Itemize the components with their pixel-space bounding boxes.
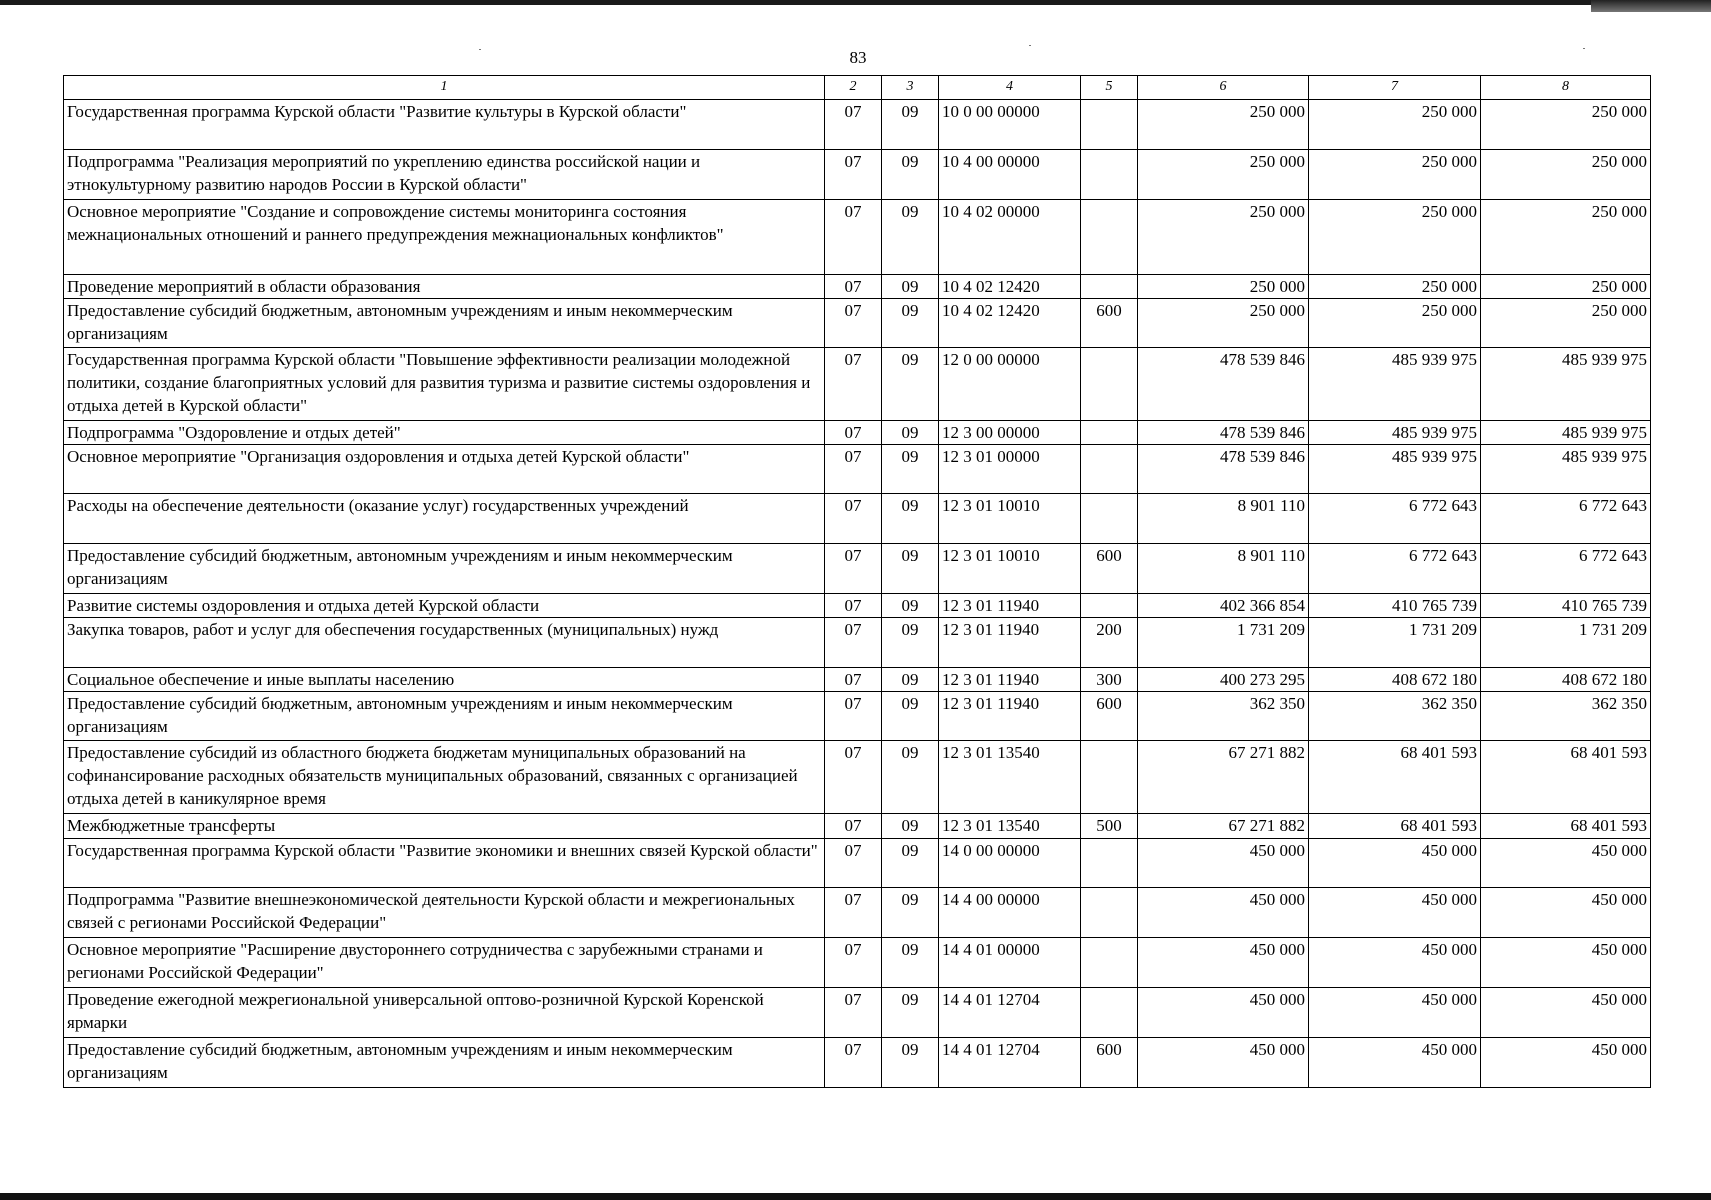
subsection-code-cell: 09	[882, 150, 939, 200]
amount-col8-cell: 6 772 643	[1481, 494, 1651, 544]
column-header-3: 3	[882, 76, 939, 100]
table-row	[64, 421, 1651, 445]
subsection-code-cell: 09	[882, 839, 939, 888]
table-row	[64, 1038, 1651, 1088]
amount-col7-cell: 250 000	[1309, 200, 1481, 275]
table-header-row	[64, 76, 1651, 100]
section-code-cell: 07	[825, 544, 882, 594]
target-article-cell: 12 3 01 13540	[939, 814, 1081, 839]
amount-col8-cell: 485 939 975	[1481, 445, 1651, 494]
subsection-code-cell: 09	[882, 888, 939, 938]
table-row	[64, 668, 1651, 692]
amount-col7-cell: 362 350	[1309, 692, 1481, 741]
subsection-code-cell: 09	[882, 100, 939, 150]
amount-col6-cell: 250 000	[1138, 275, 1309, 299]
subsection-code-cell: 09	[882, 1038, 939, 1088]
subsection-code-cell: 09	[882, 348, 939, 421]
expense-name-cell: Проведение мероприятий в области образования	[64, 275, 825, 299]
subsection-code-cell: 09	[882, 618, 939, 668]
amount-col6-cell: 450 000	[1138, 888, 1309, 938]
target-article-cell: 10 4 02 12420	[939, 299, 1081, 348]
amount-col6-cell: 478 539 846	[1138, 445, 1309, 494]
expense-name-cell: Развитие системы оздоровления и отдыха детей Курской области	[64, 594, 825, 618]
table-body	[64, 100, 1651, 1088]
column-header-4: 4	[939, 76, 1081, 100]
target-article-cell: 14 4 01 12704	[939, 1038, 1081, 1088]
amount-col7-cell: 450 000	[1309, 938, 1481, 988]
amount-col8-cell: 1 731 209	[1481, 618, 1651, 668]
amount-col8-cell: 250 000	[1481, 100, 1651, 150]
expense-name-cell: Социальное обеспечение и иные выплаты населению	[64, 668, 825, 692]
table-row	[64, 888, 1651, 938]
expense-name-cell: Межбюджетные трансферты	[64, 814, 825, 839]
amount-col7-cell: 408 672 180	[1309, 668, 1481, 692]
expense-kind-cell	[1081, 445, 1138, 494]
amount-col6-cell: 8 901 110	[1138, 494, 1309, 544]
target-article-cell: 12 3 01 10010	[939, 544, 1081, 594]
section-code-cell: 07	[825, 445, 882, 494]
table-row	[64, 494, 1651, 544]
section-code-cell: 07	[825, 100, 882, 150]
column-header-7: 7	[1309, 76, 1481, 100]
subsection-code-cell: 09	[882, 741, 939, 814]
amount-col7-cell: 485 939 975	[1309, 421, 1481, 445]
expense-kind-cell: 200	[1081, 618, 1138, 668]
section-code-cell: 07	[825, 494, 882, 544]
section-code-cell: 07	[825, 299, 882, 348]
expense-kind-cell: 500	[1081, 814, 1138, 839]
amount-col7-cell: 68 401 593	[1309, 814, 1481, 839]
table-row	[64, 150, 1651, 200]
section-code-cell: 07	[825, 348, 882, 421]
expense-kind-cell	[1081, 839, 1138, 888]
amount-col6-cell: 450 000	[1138, 839, 1309, 888]
table-row	[64, 544, 1651, 594]
expense-kind-cell: 600	[1081, 1038, 1138, 1088]
budget-table	[63, 75, 1651, 1088]
expense-name-cell: Предоставление субсидий бюджетным, автономным учреждениям и иным некоммерческим организациям	[64, 1038, 825, 1088]
table-row	[64, 618, 1651, 668]
subsection-code-cell: 09	[882, 421, 939, 445]
target-article-cell: 12 3 01 11940	[939, 692, 1081, 741]
target-article-cell: 12 3 01 11940	[939, 668, 1081, 692]
amount-col7-cell: 250 000	[1309, 150, 1481, 200]
scan-speck	[479, 49, 481, 50]
section-code-cell: 07	[825, 668, 882, 692]
amount-col8-cell: 408 672 180	[1481, 668, 1651, 692]
section-code-cell: 07	[825, 938, 882, 988]
amount-col6-cell: 450 000	[1138, 988, 1309, 1038]
target-article-cell: 14 4 01 12704	[939, 988, 1081, 1038]
amount-col6-cell: 402 366 854	[1138, 594, 1309, 618]
amount-col8-cell: 68 401 593	[1481, 814, 1651, 839]
subsection-code-cell: 09	[882, 988, 939, 1038]
table-row	[64, 839, 1651, 888]
amount-col7-cell: 68 401 593	[1309, 741, 1481, 814]
amount-col6-cell: 450 000	[1138, 1038, 1309, 1088]
expense-kind-cell: 300	[1081, 668, 1138, 692]
target-article-cell: 14 4 00 00000	[939, 888, 1081, 938]
amount-col6-cell: 450 000	[1138, 938, 1309, 988]
subsection-code-cell: 09	[882, 692, 939, 741]
target-article-cell: 14 4 01 00000	[939, 938, 1081, 988]
column-header-1: 1	[64, 76, 825, 100]
expense-name-cell: Закупка товаров, работ и услуг для обеспечения государственных (муниципальных) нужд	[64, 618, 825, 668]
target-article-cell: 10 4 00 00000	[939, 150, 1081, 200]
scan-speck	[1583, 48, 1585, 49]
subsection-code-cell: 09	[882, 594, 939, 618]
expense-name-cell: Подпрограмма "Развитие внешнеэкономической деятельности Курской области и межрегиональных связей с регионами Российской Федерации"	[64, 888, 825, 938]
table-row	[64, 814, 1651, 839]
amount-col7-cell: 6 772 643	[1309, 544, 1481, 594]
expense-name-cell: Предоставление субсидий бюджетным, автономным учреждениям и иным некоммерческим организациям	[64, 544, 825, 594]
section-code-cell: 07	[825, 618, 882, 668]
amount-col7-cell: 6 772 643	[1309, 494, 1481, 544]
column-header-5: 5	[1081, 76, 1138, 100]
amount-col6-cell: 478 539 846	[1138, 348, 1309, 421]
amount-col7-cell: 1 731 209	[1309, 618, 1481, 668]
table-row	[64, 938, 1651, 988]
amount-col6-cell: 250 000	[1138, 200, 1309, 275]
amount-col7-cell: 250 000	[1309, 275, 1481, 299]
table-row	[64, 299, 1651, 348]
amount-col6-cell: 67 271 882	[1138, 741, 1309, 814]
amount-col7-cell: 485 939 975	[1309, 445, 1481, 494]
section-code-cell: 07	[825, 1038, 882, 1088]
section-code-cell: 07	[825, 150, 882, 200]
scan-border-corner	[1591, 0, 1711, 12]
amount-col8-cell: 450 000	[1481, 1038, 1651, 1088]
amount-col8-cell: 6 772 643	[1481, 544, 1651, 594]
target-article-cell: 10 4 02 00000	[939, 200, 1081, 275]
target-article-cell: 12 3 01 11940	[939, 618, 1081, 668]
amount-col7-cell: 410 765 739	[1309, 594, 1481, 618]
section-code-cell: 07	[825, 594, 882, 618]
expense-name-cell: Проведение ежегодной межрегиональной универсальной оптово-розничной Курской Коренской ярмарки	[64, 988, 825, 1038]
amount-col8-cell: 450 000	[1481, 938, 1651, 988]
amount-col7-cell: 450 000	[1309, 1038, 1481, 1088]
expense-name-cell: Предоставление субсидий бюджетным, автономным учреждениям и иным некоммерческим организациям	[64, 692, 825, 741]
section-code-cell: 07	[825, 421, 882, 445]
section-code-cell: 07	[825, 988, 882, 1038]
expense-name-cell: Основное мероприятие "Создание и сопровождение системы мониторинга состояния межнациональных отношений и раннего предупреждения межнациональных конфликтов"	[64, 200, 825, 275]
expense-name-cell: Подпрограмма "Реализация мероприятий по укреплению единства российской нации и этнокультурному развитию народов России в Курской области"	[64, 150, 825, 200]
subsection-code-cell: 09	[882, 275, 939, 299]
table-row	[64, 275, 1651, 299]
amount-col6-cell: 400 273 295	[1138, 668, 1309, 692]
target-article-cell: 10 0 00 00000	[939, 100, 1081, 150]
table-row	[64, 348, 1651, 421]
table-row	[64, 594, 1651, 618]
expense-kind-cell	[1081, 888, 1138, 938]
section-code-cell: 07	[825, 888, 882, 938]
column-header-2: 2	[825, 76, 882, 100]
expense-kind-cell	[1081, 200, 1138, 275]
amount-col8-cell: 410 765 739	[1481, 594, 1651, 618]
amount-col8-cell: 68 401 593	[1481, 741, 1651, 814]
table-row	[64, 100, 1651, 150]
amount-col6-cell: 67 271 882	[1138, 814, 1309, 839]
amount-col6-cell: 250 000	[1138, 100, 1309, 150]
expense-name-cell: Предоставление субсидий бюджетным, автономным учреждениям и иным некоммерческим организациям	[64, 299, 825, 348]
expense-name-cell: Основное мероприятие "Расширение двустороннего сотрудничества с зарубежными странами и регионами Российской Федерации"	[64, 938, 825, 988]
amount-col8-cell: 485 939 975	[1481, 348, 1651, 421]
amount-col8-cell: 250 000	[1481, 275, 1651, 299]
expense-kind-cell: 600	[1081, 544, 1138, 594]
section-code-cell: 07	[825, 200, 882, 275]
amount-col7-cell: 450 000	[1309, 988, 1481, 1038]
expense-kind-cell	[1081, 348, 1138, 421]
page-number: 83	[849, 48, 867, 67]
subsection-code-cell: 09	[882, 494, 939, 544]
amount-col6-cell: 362 350	[1138, 692, 1309, 741]
table-row	[64, 200, 1651, 275]
scan-border-top	[0, 0, 1711, 5]
expense-kind-cell	[1081, 594, 1138, 618]
expense-kind-cell	[1081, 988, 1138, 1038]
amount-col6-cell: 1 731 209	[1138, 618, 1309, 668]
target-article-cell: 12 3 01 13540	[939, 741, 1081, 814]
expense-kind-cell: 600	[1081, 299, 1138, 348]
amount-col6-cell: 250 000	[1138, 150, 1309, 200]
amount-col8-cell: 250 000	[1481, 150, 1651, 200]
subsection-code-cell: 09	[882, 299, 939, 348]
expense-kind-cell	[1081, 150, 1138, 200]
expense-name-cell: Подпрограмма "Оздоровление и отдых детей"	[64, 421, 825, 445]
column-header-8: 8	[1481, 76, 1651, 100]
amount-col7-cell: 450 000	[1309, 888, 1481, 938]
amount-col8-cell: 250 000	[1481, 200, 1651, 275]
expense-kind-cell: 600	[1081, 692, 1138, 741]
amount-col8-cell: 250 000	[1481, 299, 1651, 348]
amount-col8-cell: 485 939 975	[1481, 421, 1651, 445]
target-article-cell: 12 3 00 00000	[939, 421, 1081, 445]
amount-col8-cell: 450 000	[1481, 988, 1651, 1038]
section-code-cell: 07	[825, 692, 882, 741]
amount-col7-cell: 250 000	[1309, 100, 1481, 150]
expense-kind-cell	[1081, 741, 1138, 814]
amount-col8-cell: 362 350	[1481, 692, 1651, 741]
amount-col7-cell: 250 000	[1309, 299, 1481, 348]
expense-name-cell: Государственная программа Курской области "Повышение эффективности реализации молодежной политики, создание благоприятных условий для развития туризма и развитие системы оздоровления и отдыха детей в Курской области"	[64, 348, 825, 421]
expense-name-cell: Предоставление субсидий из областного бюджета бюджетам муниципальных образований на софинансирование расходных обязательств муниципальных образований, связанных с организацией отдыха детей в каникулярное время	[64, 741, 825, 814]
subsection-code-cell: 09	[882, 814, 939, 839]
expense-kind-cell	[1081, 275, 1138, 299]
scan-border-bottom	[0, 1193, 1711, 1200]
amount-col7-cell: 450 000	[1309, 839, 1481, 888]
amount-col8-cell: 450 000	[1481, 839, 1651, 888]
table-row	[64, 692, 1651, 741]
section-code-cell: 07	[825, 275, 882, 299]
section-code-cell: 07	[825, 741, 882, 814]
expense-kind-cell	[1081, 494, 1138, 544]
target-article-cell: 12 3 01 00000	[939, 445, 1081, 494]
table-row	[64, 988, 1651, 1038]
target-article-cell: 14 0 00 00000	[939, 839, 1081, 888]
amount-col6-cell: 8 901 110	[1138, 544, 1309, 594]
amount-col6-cell: 478 539 846	[1138, 421, 1309, 445]
subsection-code-cell: 09	[882, 200, 939, 275]
subsection-code-cell: 09	[882, 668, 939, 692]
amount-col7-cell: 485 939 975	[1309, 348, 1481, 421]
table-row	[64, 445, 1651, 494]
subsection-code-cell: 09	[882, 445, 939, 494]
expense-kind-cell	[1081, 938, 1138, 988]
section-code-cell: 07	[825, 814, 882, 839]
section-code-cell: 07	[825, 839, 882, 888]
target-article-cell: 12 3 01 11940	[939, 594, 1081, 618]
subsection-code-cell: 09	[882, 938, 939, 988]
expense-kind-cell	[1081, 100, 1138, 150]
subsection-code-cell: 09	[882, 544, 939, 594]
column-header-6: 6	[1138, 76, 1309, 100]
target-article-cell: 12 3 01 10010	[939, 494, 1081, 544]
amount-col8-cell: 450 000	[1481, 888, 1651, 938]
expense-name-cell: Расходы на обеспечение деятельности (оказание услуг) государственных учреждений	[64, 494, 825, 544]
table-row	[64, 741, 1651, 814]
expense-name-cell: Государственная программа Курской области "Развитие культуры в Курской области"	[64, 100, 825, 150]
target-article-cell: 12 0 00 00000	[939, 348, 1081, 421]
target-article-cell: 10 4 02 12420	[939, 275, 1081, 299]
amount-col6-cell: 250 000	[1138, 299, 1309, 348]
expense-name-cell: Основное мероприятие "Организация оздоровления и отдыха детей Курской области"	[64, 445, 825, 494]
expense-name-cell: Государственная программа Курской области "Развитие экономики и внешних связей Курской области"	[64, 839, 825, 888]
scan-speck	[1029, 45, 1031, 46]
expense-kind-cell	[1081, 421, 1138, 445]
